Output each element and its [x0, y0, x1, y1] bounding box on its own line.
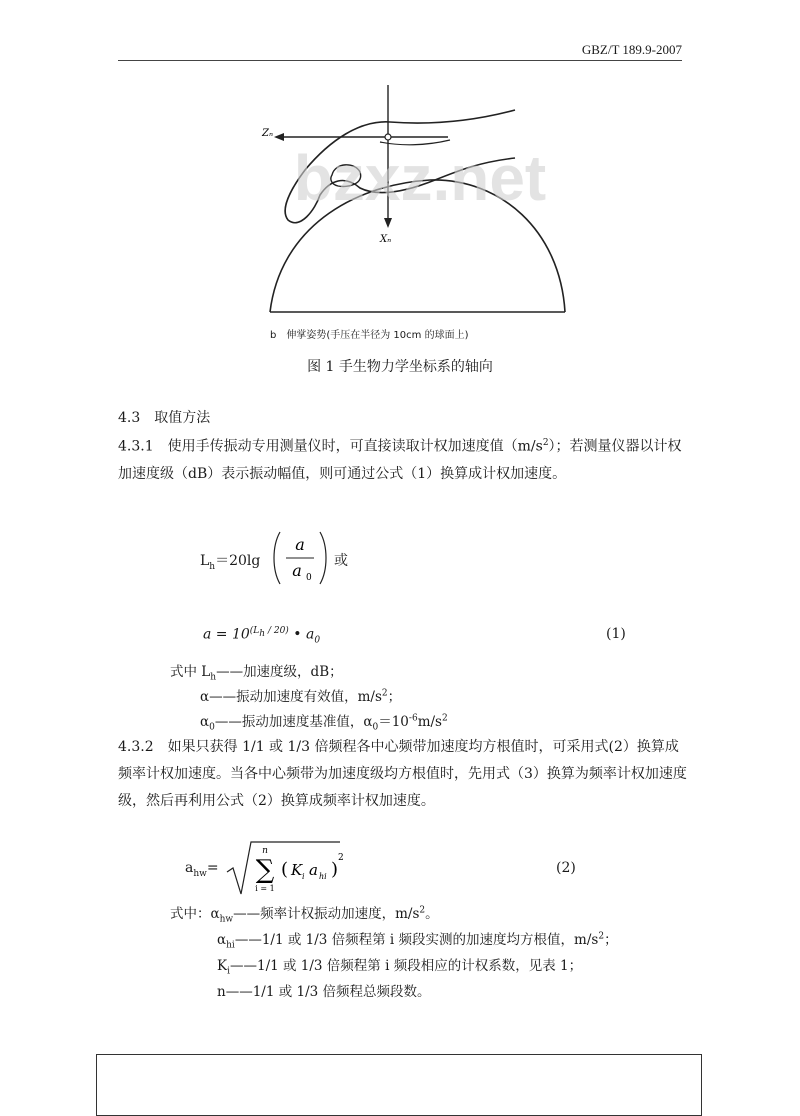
eq2-sum-sign: ∑: [255, 855, 275, 885]
eq2-note-3: $K_i——1/1$ 或 1/3 倍频程第 i 频段相应的计权系数，见表 1；: [217, 958, 583, 977]
standard-code: GBZ/T 189.9-2007: [581, 42, 682, 57]
eq1-numerator: a: [295, 535, 305, 554]
p431-text-a: 4.3.1 使用手传振动专用测量仪时，可直接读取计权加速度值（m/s: [118, 438, 543, 455]
z-axis-arrow: [274, 133, 284, 141]
eq2-note-1: 式中：$\alpha_{hw}——$频率计权振动加速度，$m/s^2$。: [170, 905, 439, 925]
eq2-k: K: [291, 861, 303, 879]
eq1-note-2: α——振动加速度有效值，$m/s^2$；: [200, 688, 402, 705]
paragraph-4-3-2: 4.3.2 如果只获得 1/1 或 1/3 倍频程各中心频带加速度均方根值时，可采用式(2）换算成频率计权加速度。当各中心频带为加速度级均方根值时，先用式（3）换算为频率计权加速度级，然后再利用公式（2）换算成频率计权加速度。: [118, 739, 687, 809]
eq2-note-2: $\alpha_{hi}——1/1$ 或 1/3 倍频程第 i 频段实测的加速度均方根值，$m/s^2$；: [217, 931, 618, 951]
x-axis-label: Xₙ: [380, 234, 392, 245]
figure-sub-caption: b 伸掌姿势(手压在半径为 10cm 的球面上): [270, 330, 469, 341]
svg-text:(: (: [281, 859, 289, 880]
section-heading-4-3: 4.3 取值方法: [118, 410, 211, 426]
eq2-square: 2: [338, 853, 344, 863]
paragraph-4-3-1: [118, 430, 688, 488]
eq1-note-3: $\alpha_0——$振动加速度基准值，$\alpha_0=10^{-6}m/s^2$: [200, 713, 448, 733]
svg-text:): ): [331, 859, 339, 880]
watermark: bzxz.net: [293, 142, 547, 214]
hand-coordinate-figure: [260, 80, 580, 350]
eq1-fraction: [270, 528, 330, 588]
equation-1-line-1: [200, 528, 400, 588]
header-rule: [118, 60, 682, 61]
eq2-sum-top: n: [262, 846, 268, 856]
eq1-lhs: $L_h=20\lg$: [200, 553, 261, 572]
z-axis-label: Zₙ: [262, 128, 274, 139]
eq1-note-1: 式中 $L_h——$加速度级，dB；: [170, 664, 343, 683]
figure-caption: 图 1 手生物力学坐标系的轴向: [307, 359, 493, 375]
origin-marker: [385, 134, 391, 140]
equation-2-number: (2): [556, 860, 576, 876]
p431-text-b: ）；若测量仪器以计权加速度级（dB）表示振动幅值，则可通过公式（1）换算成计权加速度。: [118, 438, 682, 482]
equation-2: [185, 838, 405, 898]
eq1-denominator-sub: 0: [306, 573, 312, 583]
equation-1-line-2: $a = 10^{(L_h / 20)}$ • $a_0$: [203, 626, 321, 646]
eq1-denominator: a: [292, 561, 302, 580]
eq2-k-sub: i: [302, 872, 305, 881]
table-box-edge: [96, 1054, 702, 1116]
eq2-sum-bottom: i = 1: [255, 884, 275, 893]
eq2-a: a: [309, 861, 318, 879]
x-axis-arrow: [384, 218, 392, 228]
eq2-radical: [225, 838, 385, 898]
eq2-a-sub: hi: [319, 872, 327, 881]
eq2-note-4: n——1/1 或 1/3 倍频程总频段数。: [217, 984, 431, 1000]
eq2-lhs: $a_{hw}=$: [185, 860, 219, 879]
equation-1-number: (1): [606, 626, 626, 642]
p431-sup: 2: [542, 438, 549, 448]
eq1-or: 或: [334, 553, 348, 569]
